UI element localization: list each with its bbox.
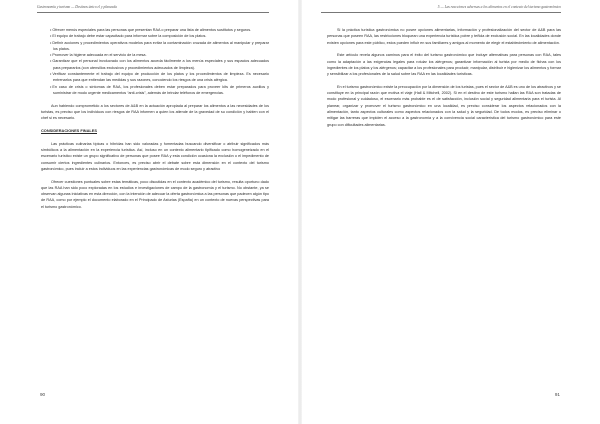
paragraph: Ofrecer cuestiones puntuales sobre estas temáticas, poco discutidas en el contexto académico del turismo, resulta oportuno dado que las RAA han sido poco exploradas en los estudios e investigaciones de campo de la gastronomía y el turismo. No obstante, ya se observan algunas iniciativas en esta dirección, con la intención de adecuar la oferta gastronómica a las personas que padecen algún tipo de RAA, como por ejemplo el documento elaborado en el Principado de Asturias (España) en un contexto de nuevas perspectivas para el turismo gastronómico. (41, 179, 269, 209)
header-rule-right (321, 12, 561, 13)
section-heading: CONSIDERACIONES FINALES (41, 127, 97, 133)
list-item: • En caso de crisis o síntomas de RAA, los profesionales deben estar preparados para proveer kits de primeros auxilios y suministrar de modo urgente medicamentos “anti-crisis”, además de brindar teléfonos de emergencias. (53, 84, 269, 97)
paragraph: Si la práctica turística gastronómica no posee opciones alimentarias, información y profesionalización del sector de A&B para las personas que poseen RAA, las restricciones bloquean una experiencia turística pobre y teñida de exclusión social. En las localidades donde existen opciones para este público, estos pueden influir en sus familiares y amigos al momento de elegir el establecimiento de alimentación. (327, 28, 561, 45)
list-item: • Definir acciones y procedimientos operativos modelos para evitar la contaminación cruzada de alimentos al manipular y preparar los platos. (53, 40, 269, 53)
right-page (300, 0, 600, 424)
list-item: • Ofrecer menús especiales para las personas que presentan RAA o preparar una lista de alimentos sustitutos y seguros. (53, 27, 269, 33)
right-page-body (327, 27, 561, 134)
page-number-right: 91 (554, 392, 560, 397)
page-number-left: 90 (40, 392, 46, 397)
recommendation-list (41, 27, 269, 96)
paragraph: Las prácticas culinarias típicas o híbridas han sido valoradas y fomentadas buscando diversificar o atribuir significados más simbólicos a la alimentación en la experiencia turística. Así, incluso en un contexto alimentario tipificado como homogeneizado en el escenario turístico existe un grupo significativo de personas que posee RAA y esta condición ocasiona la exclusión o el impedimento de consumir ciertos ingredientes culinarios. Entonces, es preciso abrir el debate sobre esta dimensión en el contexto del turismo gastronómico, pues incluir a estos individuos en las experiencias gastronómicas de modo seguro y atractivo (41, 141, 269, 171)
list-item: • Verificar constantemente el trabajo del equipo de producción de los platos y los procedimientos de limpieza. Es necesario entrenarlos para que entiendan las medidas y sus razones, conociendo los riesgos de una crisis alérgica. (53, 71, 269, 84)
list-item: • Garantizar que el personal involucrado con los alimentos acceda fácilmente a los menús especiales y sus espacios adecuados para prepararlos (con utensilios exclusivos y procedimientos adecuados de limpieza). (53, 58, 269, 71)
list-item: • El equipo de trabajo debe estar capacitado para informar sobre la composición de los platos. (53, 33, 269, 39)
header-rule-left (37, 12, 269, 13)
paragraph: En el turismo gastronómico existe la preocupación por la dimensión de los turistas, pues el sector de A&B es uno de los atractivos y se constituye en la principal razón que motiva el viaje (Hall & Mitchell, 2002). Si en el destino de este turismo hallan las RAA son tratadas de modo profesional y cuidadoso, el escenario más probable es el de satisfacción, inclusión social y seguridad alimentaria para el turista. Al planear, organizar y promover el turismo gastronómico en una localidad, es preciso considerar los aspectos relacionados con la alimentación, tanto aspectos culturales como aspectos relacionados con la salud y la seguridad. De todos modos, es preciso eliminar o mitigar las barreras que impiden el acceso a la gastronomía y a la convivencia social característica del turismo gastronómico para este grupo con dificultades alimentarias. (327, 84, 561, 127)
running-head-left: Gastronomía y turismo — Destinos único el y planeada (37, 5, 117, 9)
paragraph: Aun habiendo comprometido a los sectores de A&B en la actuación apropiada al preparar los alimentos a las necesidades de los turistas, es preciso que los individuos con riesgos de RAA informen a quien los atiende de la gravedad de su condición y hablen con el chef si es necesario. (41, 103, 269, 121)
paragraph: Este artículo revela algunos caminos para el éxito del turismo gastronómico que incluye alternativas para personas con RAA, tales como la adaptación a las exigencias legales para rotular los alérgenos; garantizar información al turista por medio de fichas con los ingredientes de los platos y los alérgenos; capacitar a los profesionales para producir, manipular, distribuir e higienizar los alimentos y formar y sensibilizar a los profesionales de la salud sobre las RAA en las localidades turísticas. (327, 53, 561, 77)
running-head-right: 5 — Las reacciones adversas a los alimentos en el contexto del turismo gastronómico (437, 5, 561, 9)
left-page-body (41, 27, 269, 216)
list-item: • Promover la higiene adecuada en el servicio de la mesa. (53, 52, 269, 58)
